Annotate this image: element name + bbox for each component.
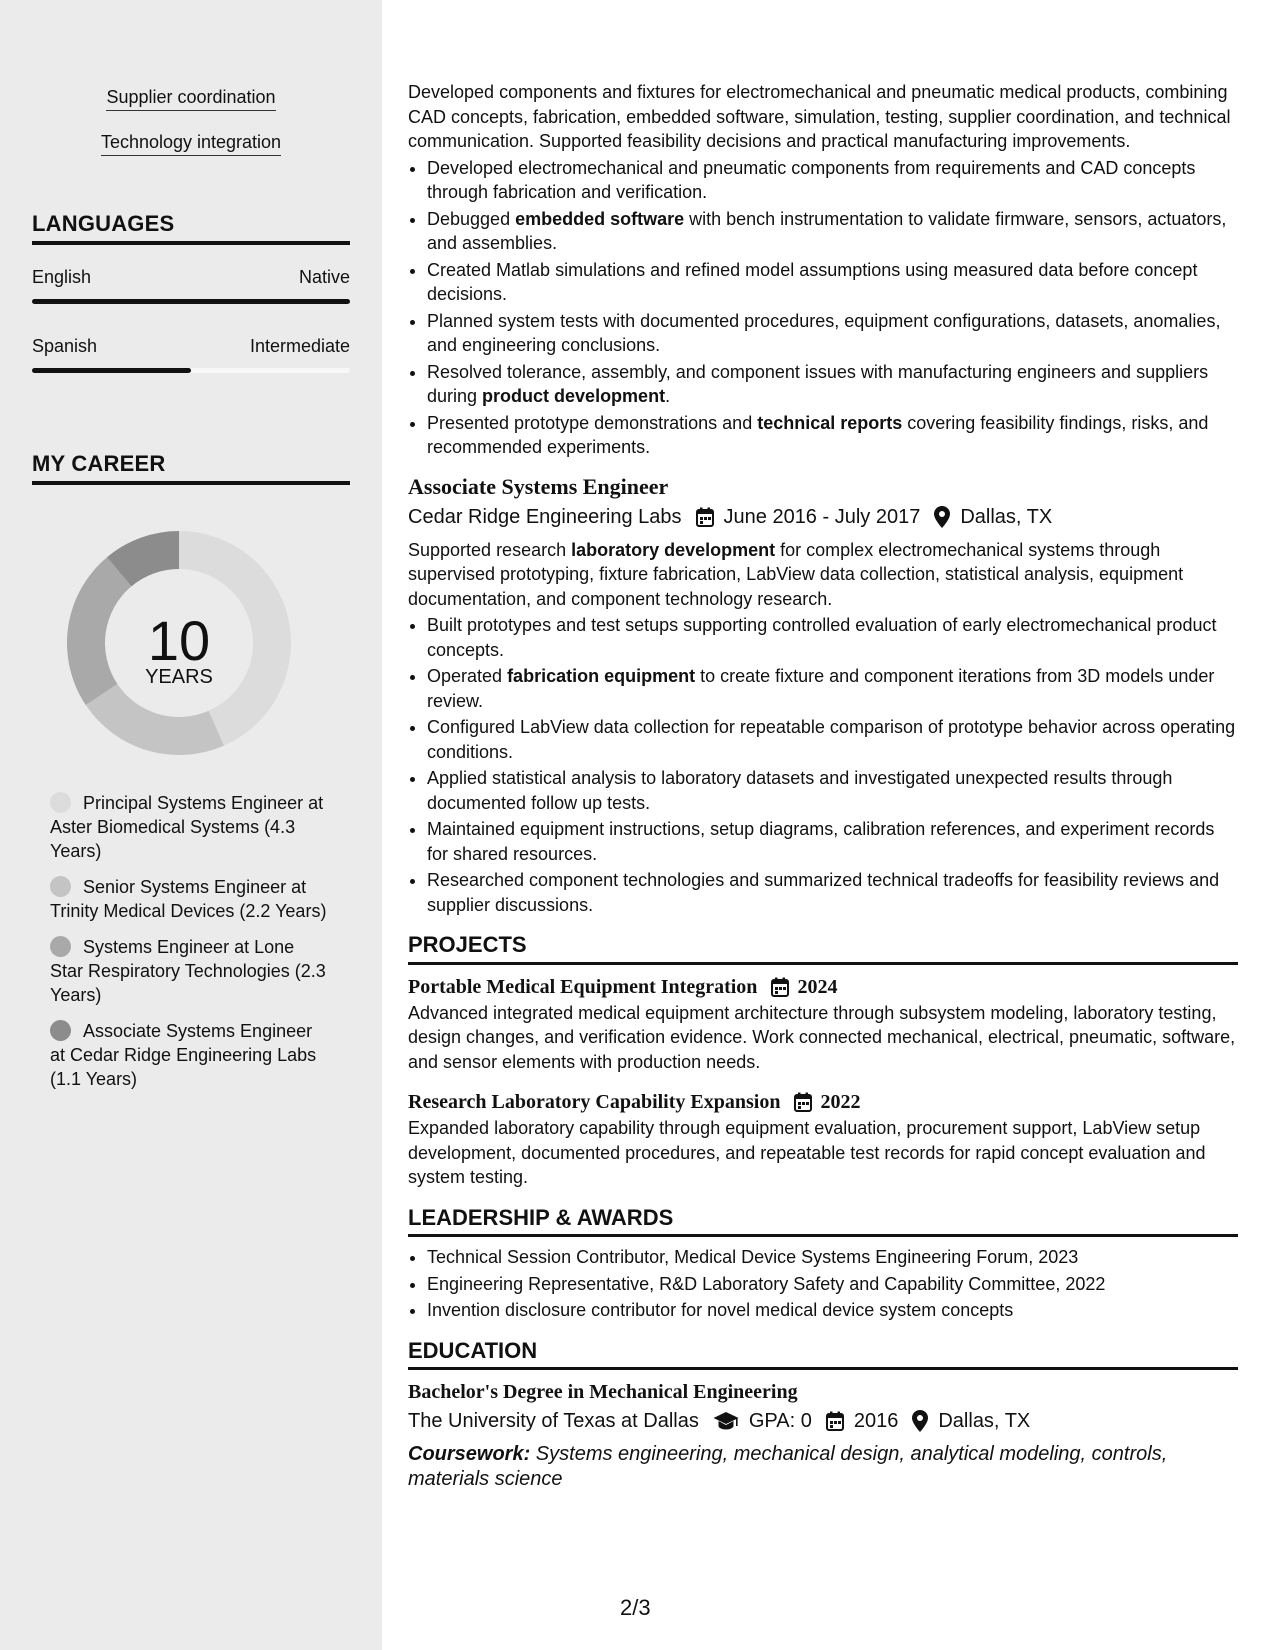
main-content (408, 80, 1238, 1492)
language-proficiency-bar (32, 368, 350, 373)
list-item: • Created Matlab simulations and refined model assumptions using measured data before concept decisions. (427, 258, 1238, 307)
calendar-icon (794, 1092, 812, 1112)
language-proficiency-bar (32, 299, 350, 304)
language-level: Intermediate (249, 336, 350, 356)
legend-dot (50, 1020, 71, 1041)
job-meta (408, 502, 1238, 532)
list-item: • Operated fabrication equipment to create fixture and component iterations from 3D models under review. (427, 664, 1238, 713)
school-location: Dallas, TX (938, 1410, 1031, 1432)
coursework-label: Coursework: (408, 1443, 531, 1465)
list-item: • Invention disclosure contributor for novel medical device system concepts (427, 1298, 1238, 1323)
location-pin-icon (912, 1410, 928, 1432)
career-total-number: 10 (147, 609, 211, 672)
skill-item: Technology integration (0, 132, 382, 153)
job-bullets (408, 156, 1238, 460)
donut-segment (67, 557, 131, 705)
calendar-icon (696, 507, 714, 527)
calendar-icon (826, 1411, 844, 1431)
list-item: • Applied statistical analysis to laboratory datasets and investigated unexpected results through documented follow up tests. (427, 766, 1238, 815)
coursework-text: Systems engineering, mechanical design, analytical modeling, controls, materials science (408, 1443, 1168, 1490)
project-year: 2022 (820, 1091, 861, 1113)
job-dates: June 2016 - July 2017 (723, 505, 921, 528)
career-item: Systems Engineer at Lone Star Respiratory Technologies (2.3 Years) (50, 937, 326, 1005)
degree-title: Bachelor's Degree in Mechanical Engineering (408, 1381, 798, 1403)
career-total-unit: YEARS (145, 666, 213, 688)
project-title: Portable Medical Equipment Integration (408, 975, 758, 998)
job-bullets (408, 613, 1238, 917)
job-summary: Developed components and fixtures for electromechanical and pneumatic medical products, combining CAD concepts, fabrication, embedded software, simulation, testing, supplier coordination, and technical communication. Supported feasibility decisions and practical manufacturing improvements. (408, 82, 1231, 151)
graduation-year: 2016 (853, 1410, 899, 1432)
donut-segment (86, 684, 224, 755)
career-item: Associate Systems Engineer at Cedar Ridge Engineering Labs (1.1 Years) (50, 1021, 317, 1089)
list-item: • Resolved tolerance, assembly, and component issues with manufacturing engineers and suppliers during product development. (427, 360, 1238, 409)
project-item (408, 973, 1238, 1075)
project-item (408, 1088, 1238, 1190)
education-meta (408, 1406, 1238, 1436)
leadership-heading: LEADERSHIP & AWARDS (408, 1206, 1238, 1238)
location-pin-icon (934, 506, 950, 528)
education-heading: EDUCATION (408, 1339, 1238, 1371)
career-item: Principal Systems Engineer at Aster Biomedical Systems (4.3 Years) (50, 793, 324, 861)
job-summary: Supported research laboratory development for complex electromechanical systems through supervised prototyping, fixture fabrication, LabView data collection, statistical analysis, equipment documentation, and component technology research. (408, 539, 1184, 609)
projects-heading: PROJECTS (408, 933, 1238, 965)
page-number: 2/3 (620, 1595, 651, 1620)
language-row (32, 267, 350, 288)
list-item: • Engineering Representative, R&D Laboratory Safety and Capability Committee, 2022 (427, 1272, 1238, 1297)
legend-dot (50, 792, 71, 813)
list-item: • Planned system tests with documented procedures, equipment configurations, datasets, anomalies, and engineering conclusions. (427, 309, 1238, 358)
calendar-icon (771, 977, 789, 997)
school-name: The University of Texas at Dallas (408, 1410, 699, 1432)
list-item: • Built prototypes and test setups supporting controlled evaluation of early electromechanical product concepts. (427, 613, 1238, 662)
skill-item: Supplier coordination (0, 87, 382, 108)
list-item: • Developed electromechanical and pneumatic components from requirements and CAD concepts through fabrication and verification. (427, 156, 1238, 205)
job-title: Associate Systems Engineer (408, 473, 669, 499)
legend-dot (50, 876, 71, 897)
project-description: Expanded laboratory capability through equipment evaluation, procurement support, LabView setup development, documented procedures, and repeatable test records for rapid concept evaluation and system testing. (408, 1118, 1206, 1187)
sidebar (0, 0, 382, 1650)
coursework (408, 1442, 1238, 1492)
list-item: • Researched component technologies and summarized technical tradeoffs for feasibility reviews and supplier discussions. (427, 868, 1238, 917)
career-donut-chart (66, 530, 292, 756)
list-item: • Presented prototype demonstrations and technical reports covering feasibility findings, risks, and recommended experiments. (427, 411, 1238, 460)
career-heading: MY CAREER (32, 451, 350, 485)
language-row (32, 336, 350, 357)
language-name: English (32, 267, 92, 287)
gpa: GPA: 0 (748, 1410, 812, 1432)
project-description: Advanced integrated medical equipment architecture through subsystem modeling, laboratory testing, design changes, and verification evidence. Work connected mechanical, electrical, pneumatic, software, and sensor elements with production needs. (408, 1002, 1236, 1072)
languages-heading: LANGUAGES (32, 211, 350, 245)
career-legend (50, 791, 330, 1103)
leadership-list (408, 1245, 1238, 1323)
list-item: • Maintained equipment instructions, setup diagrams, calibration references, and experiment records for shared resources. (427, 817, 1238, 866)
project-title: Research Laboratory Capability Expansion (408, 1091, 781, 1113)
language-name: Spanish (32, 336, 98, 356)
project-year: 2024 (797, 975, 838, 998)
career-item: Senior Systems Engineer at Trinity Medical Devices (2.2 Years) (50, 877, 327, 921)
language-level: Native (298, 267, 350, 287)
list-item: • Technical Session Contributor, Medical Device Systems Engineering Forum, 2023 (427, 1245, 1238, 1270)
graduation-cap-icon (713, 1411, 739, 1431)
job-location: Dallas, TX (960, 505, 1053, 528)
company-name: Cedar Ridge Engineering Labs (408, 505, 682, 528)
legend-dot (50, 936, 71, 957)
list-item: • Configured LabView data collection for repeatable comparison of prototype behavior across operating conditions. (427, 715, 1238, 764)
list-item: • Debugged embedded software with bench instrumentation to validate firmware, sensors, actuators, and assemblies. (427, 207, 1238, 256)
